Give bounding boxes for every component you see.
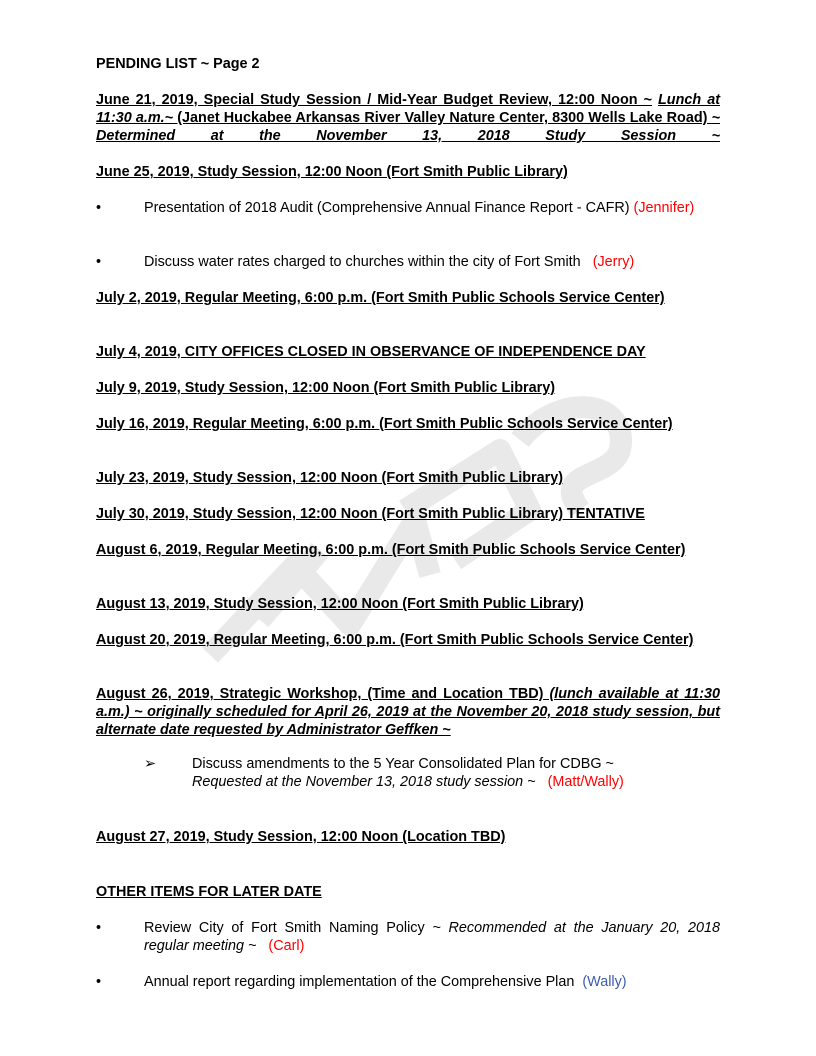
assignee: (Matt/Wally) [547, 774, 624, 790]
page-heading: PENDING LIST ~ Page 2 [96, 56, 260, 72]
entry-august-26: August 26, 2019, Strategic Workshop, (Time and Location TBD) (lunch available at 11:30 a.m.) ~ originally scheduled for April 26, 2019 at the November 20, 2018 study session, but alternate date requested by Administrator Geffken ~ [96, 686, 720, 738]
entry-june-25: June 25, 2019, Study Session, 12:00 Noon (Fort Smith Public Library) [96, 164, 568, 180]
entry-august-13: August 13, 2019, Study Session, 12:00 Noon (Fort Smith Public Library) [96, 596, 584, 612]
assignee: (Carl) [268, 938, 305, 954]
entry-july-23: July 23, 2019, Study Session, 12:00 Noon (Fort Smith Public Library) [96, 470, 564, 486]
assignee: (Wally) [582, 974, 627, 990]
entry-june-21: June 21, 2019, Special Study Session / Mid-Year Budget Review, 12:00 Noon ~ Lunch at 11:30 a.m.~ (Janet Huckabee Arkansas River Valley Nature Center, 8300 Wells Lake Road) ~ Determined at the November 13, 2018 Study Session ~ [96, 92, 720, 144]
entry-august-20: August 20, 2019, Regular Meeting, 6:00 p.m. (Fort Smith Public Schools Service Center) [96, 632, 694, 648]
assignee: (Jennifer) [633, 200, 695, 216]
entry-july-9: July 9, 2019, Study Session, 12:00 Noon (Fort Smith Public Library) [96, 380, 556, 396]
entry-july-2: July 2, 2019, Regular Meeting, 6:00 p.m. (Fort Smith Public Schools Service Center) [96, 290, 665, 306]
entry-july-16: July 16, 2019, Regular Meeting, 6:00 p.m. (Fort Smith Public Schools Service Center) [96, 416, 673, 432]
entry-july-4: July 4, 2019, CITY OFFICES CLOSED IN OBSERVANCE OF INDEPENDENCE DAY [96, 344, 646, 360]
entry-august-6: August 6, 2019, Regular Meeting, 6:00 p.m. (Fort Smith Public Schools Service Center) [96, 542, 686, 558]
arrow-bullet-icon: ➢ [144, 756, 157, 772]
entry-august-27: August 27, 2019, Study Session, 12:00 Noon (Location TBD) [96, 829, 506, 845]
assignee: (Jerry) [592, 254, 635, 270]
section-heading-later: OTHER ITEMS FOR LATER DATE [96, 884, 322, 900]
entry-july-30: July 30, 2019, Study Session, 12:00 Noon (Fort Smith Public Library) TENTATIVE [96, 506, 645, 522]
